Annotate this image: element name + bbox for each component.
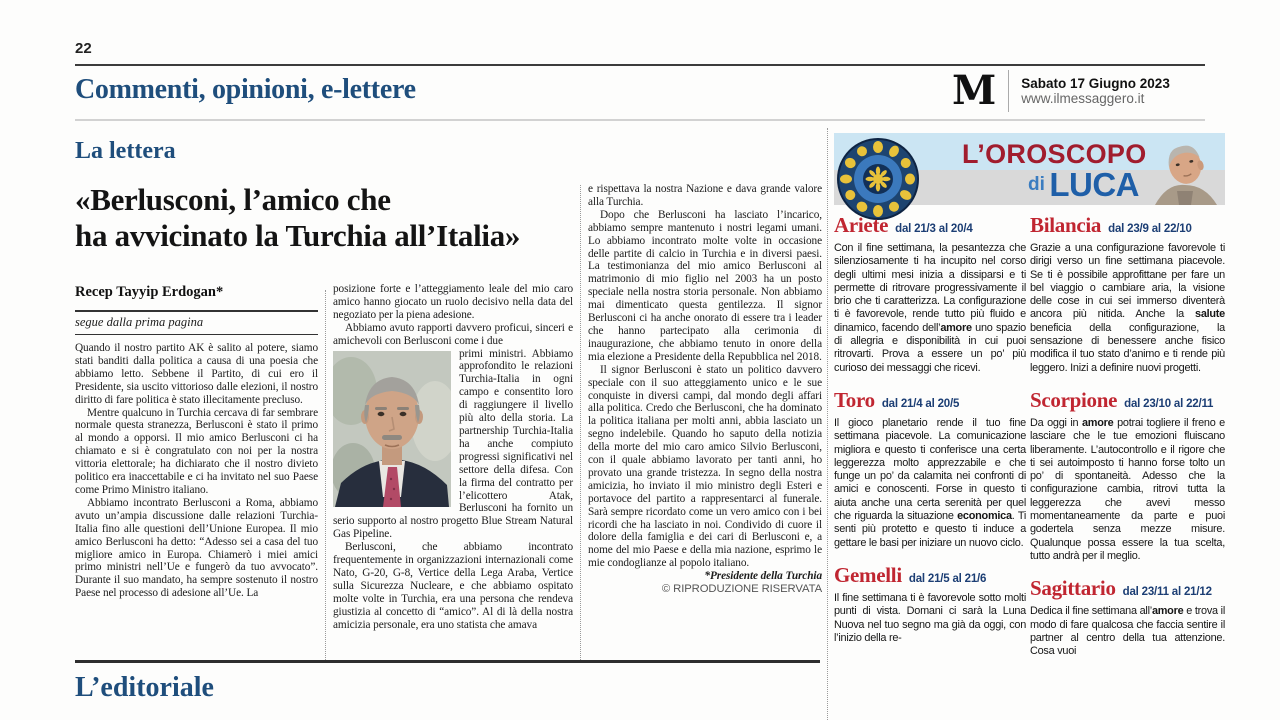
horoscope-panel [834, 133, 1226, 658]
photo-text-wrap [333, 348, 573, 632]
author-signature: *Presidente della Turchia [704, 570, 822, 583]
sign-dates: dal 21/3 al 20/4 [895, 223, 973, 235]
masthead-divider [1008, 70, 1009, 112]
editorial-rule [75, 660, 820, 663]
sign-scorpione [1030, 388, 1225, 563]
continuation-note: segue dalla prima pagina [75, 310, 318, 335]
sign-ariete [834, 213, 1026, 375]
article-column-3 [588, 183, 822, 596]
sign-dates: dal 23/9 al 22/10 [1108, 223, 1192, 235]
copyright-notice: © RIPRODUZIONE RISERVATA [661, 583, 822, 596]
website-url: www.ilmessaggero.it [1021, 91, 1145, 106]
page-number: 22 [75, 40, 92, 57]
article-byline: Recep Tayyip Erdogan* [75, 284, 224, 300]
luca-portrait-image [1137, 133, 1223, 205]
horoscope-title: L’OROSCOPO [962, 139, 1147, 169]
sign-text: Con il fine settimana, la pesantezza che silenziosamente ti ha incupito nel corso degli ultimi mesi inizia a dissiparsi e ti permette di ritrovare progressivamente il brio che ti caratterizza. La configurazione ti è favorevole, rende tutto più fluido e dinamico, facendo dell’amore uno spazio di allegria e disponibilità in cui puoi ritrovarti. Prova a essere un po’ più curioso dei messaggi che ricevi. [834, 242, 1026, 374]
horoscope-column-left [834, 213, 1026, 658]
top-rule [75, 64, 1205, 66]
paragraph: primi ministri. Abbiamo approfondito le relazioni Turchia-Italia in ogni campo e consentito loro di raggiungere il livello più alto della storia. La partnership Turchia-Italia ha anche compiuto progressi significativi nel settore della difesa. Con la firma del contratto per l’elicottero Atak, Berlusconi ha fornito un serio supporto al nostro progetto Blue Stream Natural Gas Pipeline. [333, 347, 573, 541]
horoscope-column-right [1030, 213, 1225, 671]
paragraph: Abbiamo incontrato Berlusconi a Roma, abbiamo avuto un’ampia discussione dalle relazioni Turchia-Italia fino alle questioni dell’Unione Europea. Il mio amico Berlusconi ha detto: “Adesso sei a casa del tuo migliore amico in Europa. Chiamerò i miei amici primo ministri nell’Ue e fungerò da tuo avvocato”. Durante il suo mandato, ha sempre sostenuto il nostro Paese nel processo di adesione all’Ue. La [75, 496, 318, 600]
paragraph: Quando il nostro partito AK è salito al potere, siamo stati banditi dalla politica a causa di una poesia che abbiamo letto. Sebbene il Partito, di cui ero il Presidente, sia uscito vittorioso dalle elezioni, il nostro diritto di fare politica è stato illecitamente precluso. [75, 342, 318, 406]
horoscope-title-name: LUCA [1049, 166, 1139, 203]
sign-name: Toro [834, 387, 875, 412]
header-rule [75, 119, 1205, 121]
paragraph: Berlusconi, che abbiamo incontrato frequentemente in organizzazioni internazionali come Nato, G-20, G-8, Vertice della Lega Araba, Vertice sulla Sicurezza Nucleare, e che abbiamo ospitato molte volte in Turchia, era una persona che rendeva giustizia al concetto di “amico”. Al di là della nostra amicizia personale, era uno statista che amava [333, 541, 573, 631]
sign-gemelli [834, 563, 1026, 645]
paragraph: Dopo che Berlusconi ha lasciato l’incarico, abbiamo sempre mantenuto i nostri legami umani. Lo abbiamo incontrato molte volte in occasione delle partite di calcio in Turchia e in diversi paesi. La testimonianza del mio amico Berlusconi al matrimonio di mio figlio nel 2003 ha un posto speciale nella nostra storia personale. Non abbiamo mai dimenticato questa gentilezza. Il signor Berlusconi ci ha anche onorato di essere tra i leader che hanno partecipato alla cerimonia di inaugurazione, che abbiamo tenuto in onore della mia elezione a Presidente della Repubblica nel 2018. [588, 208, 822, 363]
section-title: Commenti, opinioni, e-lettere [75, 74, 416, 105]
article-column-1 [75, 310, 318, 600]
sign-dates: dal 21/5 al 21/6 [908, 572, 987, 585]
paragraph: e rispettava la nostra Nazione e dava grande valore alla Turchia. [588, 183, 822, 208]
column-separator [580, 185, 581, 660]
sign-dates: dal 23/10 al 22/11 [1124, 397, 1214, 410]
sign-name: Gemelli [834, 562, 902, 587]
sign-text: Dedica il fine settimana all’amore e trova il modo di fare qualcosa che faccia sentire il partner al centro della tua attenzione. Cosa vuoi [1030, 605, 1226, 658]
editorial-title: L’editoriale [75, 672, 214, 703]
sign-text: Il gioco planetario rende il tuo fine settimana piacevole. La comunicazione migliora e questo ti conferisce una certa leggerezza molto apprezzabile e che funge un po’ da calamita nei confronti di amici e conoscenti. Forse in questo ti aiuta anche una certa serenità per quel che riguarda la situazione economica. Ti senti più protetto e questo ti induce a gettare le basi per iniziare un nuovo ciclo. [834, 416, 1026, 549]
sign-name: Scorpione [1030, 387, 1118, 412]
sign-name: Bilancia [1030, 213, 1102, 237]
erdogan-portrait-image [333, 351, 451, 507]
sign-text: Da oggi in amore potrai togliere il freno e lasciare che le tue emozioni fluiscano liberamente. L’autocontrollo e il rigore che ti sei autoimposto ti hanno forse tolto un po’ di spontaneità. Adesso che la configurazione cambia, ritrovi tutta la leggerezza che avevi messo momentaneamente da parte e puoi godertela senza mezze misure. Qualunque possa essere la tua scelta, tutto andrà per il meglio. [1030, 416, 1225, 562]
article-headline [75, 182, 595, 254]
paragraph: Abbiamo avuto rapporti davvero proficui, sinceri e amichevoli con Berlusconi come i due [333, 321, 573, 347]
article-kicker: La lettera [75, 138, 176, 164]
sign-text: Grazie a una configurazione favorevole ti dirigi verso un fine settimana piacevole. Se ti è possibile approfittane per fare un bel viaggio o cambiare aria, la visione delle cose in cui sei immerso diventerà ancora più nitida. Anche la salute beneficia della configurazione, la sensazione di benessere anche fisico modifica il tuo stato d’animo e ti rende più leggero. Inizi a definire nuovi progetti. [1030, 242, 1225, 374]
paragraph: Il signor Berlusconi è stato un politico davvero speciale con il suo atteggiamento unico e le sue conquiste in diversi campi, dal mondo degli affari alla politica. Credo che Berlusconi, che ha dominato la politica italiana per molti anni, abbia lasciato un segno indelebile. Quando ho saputo della notizia della morte del mio caro amico Silvio Berlusconi, con il quale abbiamo lavorato per tanti anni, ho provato una grande tristezza. In segno della nostra amicizia, ho inviato il mio ministro degli Esteri e portavoce del partito a rappresentarci al funerale. Sarà sempre ricordato come un vero amico con i bei ricordi che ha lasciato in noi. Condivido di cuore il dolore della famiglia e dei cari di Berlusconi e, a nome del mio Paese e della mia nazione, esprimo le mie condoglianze al popolo italiano. [588, 363, 822, 570]
sign-sagittario [1030, 576, 1225, 658]
zodiac-wheel-icon [836, 136, 920, 222]
masthead [952, 67, 1170, 114]
horoscope-banner [834, 133, 1225, 205]
horoscope-separator [827, 128, 828, 720]
sign-bilancia [1030, 213, 1225, 375]
newspaper-logo-icon: M [952, 67, 997, 114]
sign-name: Sagittario [1030, 576, 1116, 601]
paragraph: posizione forte e l’atteggiamento leale del mio caro amico hanno giocato un ruolo decisivo nella data del negoziato per la piena adesione. [333, 283, 573, 321]
sign-text: Il fine settimana ti è favorevole sotto molti punti di vista. Domani ci sarà la Luna Nuova nel tuo segno ma già da oggi, con l’inizio della re- [834, 591, 1026, 644]
headline-line2: ha avvicinato la Turchia all’Italia» [75, 217, 521, 253]
column-separator [325, 290, 326, 660]
sign-toro [834, 388, 1026, 550]
issue-date: Sabato 17 Giugno 2023 [1021, 76, 1170, 91]
horoscope-author-title [1028, 166, 1139, 204]
article-column-2 [333, 283, 573, 631]
headline-line1: «Berlusconi, l’amico che [75, 182, 391, 217]
sign-dates: dal 21/4 al 20/5 [881, 397, 960, 410]
masthead-text [1021, 76, 1170, 106]
sign-name: Ariete [834, 213, 889, 237]
horoscope-title-di: di [1028, 174, 1045, 195]
paragraph: Mentre qualcuno in Turchia cercava di far sembrare normale questa stranezza, Berlusconi è stato il primo al mondo a opporsi. Il mio amico Berlusconi ci ha chiamato e si è congratulato con noi per la nostra vittoria elettorale; ha dichiarato che il nostro divieto politico era inaccettabile e ci ha invitato nel suo Paese come Primo Ministro italiano. [75, 406, 318, 496]
sign-dates: dal 23/11 al 21/12 [1122, 586, 1212, 599]
erdogan-photo [333, 351, 451, 507]
